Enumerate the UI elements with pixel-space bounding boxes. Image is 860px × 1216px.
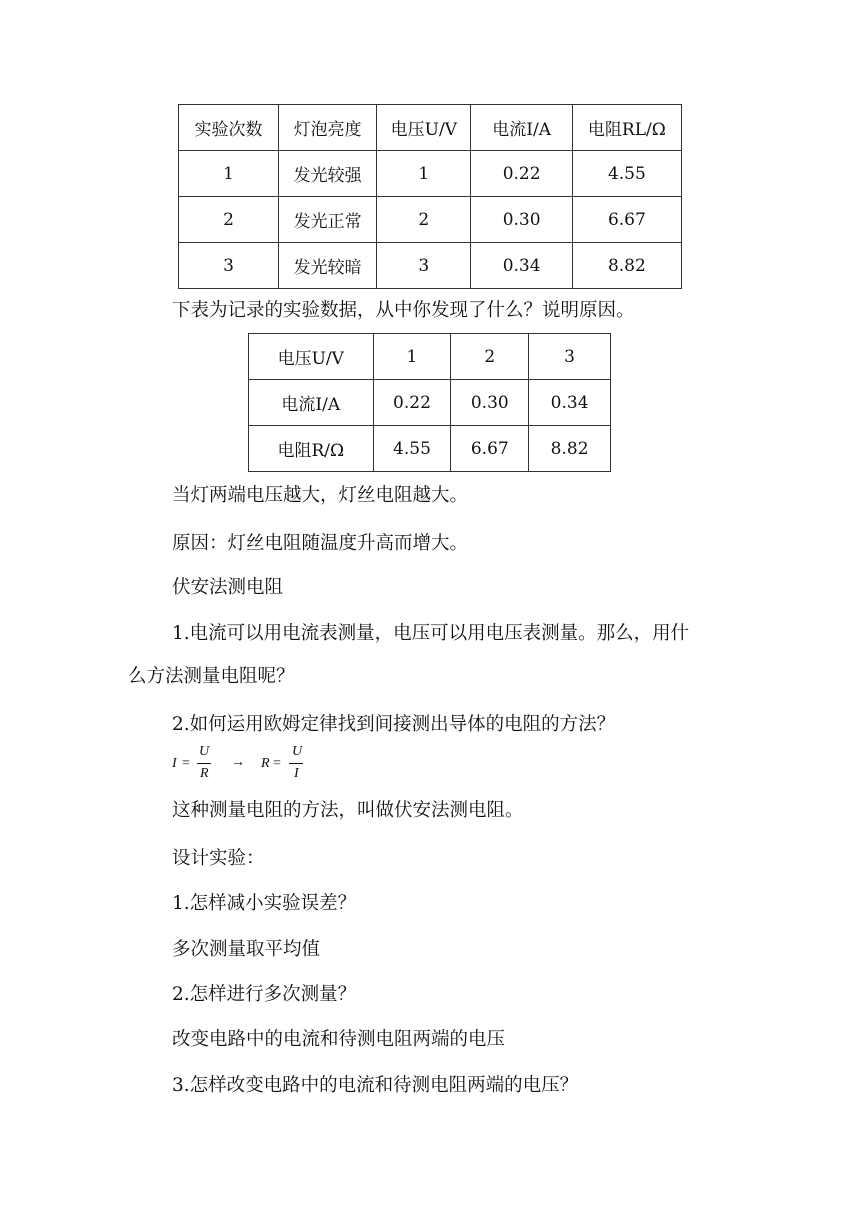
table-cell: 4.55 [572,151,681,197]
table-row [179,197,682,243]
formula-denominator: R [200,766,209,781]
question-line-continued: 么方法测量电阻呢？ [128,666,295,687]
table-cell: 2 [179,197,279,243]
summary-data-table [248,333,611,472]
table-cell: 3 [179,243,279,289]
formula-symbol: = [182,756,190,771]
header-cell: 灯泡亮度 [279,105,377,151]
formula-denominator: I [294,766,299,781]
table-cell: 1 [373,334,451,380]
section-heading: 设计实验： [172,848,265,869]
intro-paragraph: 下表为记录的实验数据，从中你发现了什么？说明原因。 [172,300,635,321]
row-label-cell: 电压U/V [249,334,374,380]
table-cell: 0.30 [471,197,572,243]
table-cell: 0.22 [373,380,451,426]
answer-line: 改变电路中的电流和待测电阻两端的电压 [172,1029,506,1050]
table-cell: 4.55 [373,426,451,472]
table-cell: 6.67 [572,197,681,243]
table-cell: 2 [451,334,529,380]
arrow-icon: → [231,755,245,770]
table-cell: 8.82 [572,243,681,289]
table-row [249,380,611,426]
table-cell: 3 [377,243,471,289]
question-line: 2.如何运用欧姆定律找到间接测出导体的电阻的方法？ [172,714,616,735]
table-cell: 6.67 [451,426,529,472]
header-cell: 电压U/V [377,105,471,151]
table-cell: 8.82 [529,426,611,472]
question-line: 3.怎样改变电路中的电流和待测电阻两端的电压？ [172,1075,579,1096]
formula-symbol: R [261,756,270,771]
table-cell: 1 [179,151,279,197]
table-cell: 0.34 [529,380,611,426]
table-cell: 发光较强 [279,151,377,197]
ohms-law-formula [172,744,372,786]
table-cell: 0.34 [471,243,572,289]
section-heading: 伏安法测电阻 [172,577,284,598]
formula-symbol: = [273,756,281,771]
table-cell: 0.30 [451,380,529,426]
table-cell: 发光较暗 [279,243,377,289]
header-cell: 电流I/A [471,105,572,151]
header-cell: 实验次数 [179,105,279,151]
row-label-cell: 电阻R/Ω [249,426,374,472]
table-row [249,334,611,380]
table-cell: 发光正常 [279,197,377,243]
table-cell: 1 [377,151,471,197]
answer-line: 多次测量取平均值 [172,939,321,960]
question-line: 1.电流可以用电流表测量，电压可以用电压表测量。那么，用什 [172,623,690,644]
formula-symbol: I [172,756,177,771]
table-header-row [179,105,682,151]
table-row [249,426,611,472]
formula-numerator: U [292,744,303,759]
reason-line: 原因：灯丝电阻随温度升高而增大。 [172,533,469,554]
fraction-bar [289,763,303,764]
fraction-bar [197,763,211,764]
conclusion-line: 当灯两端电压越大，灯丝电阻越大。 [172,485,469,506]
table-cell: 3 [529,334,611,380]
row-label-cell: 电流I/A [249,380,374,426]
formula-numerator: U [199,744,210,759]
table-cell: 2 [377,197,471,243]
table-row [179,151,682,197]
table-cell: 0.22 [471,151,572,197]
table-row [179,243,682,289]
header-cell: 电阻RL/Ω [572,105,681,151]
experiment-data-table [178,104,682,289]
question-line: 2.怎样进行多次测量？ [172,984,357,1005]
question-line: 1.怎样减小实验误差？ [172,893,357,914]
definition-line: 这种测量电阻的方法，叫做伏安法测电阻。 [172,800,524,821]
